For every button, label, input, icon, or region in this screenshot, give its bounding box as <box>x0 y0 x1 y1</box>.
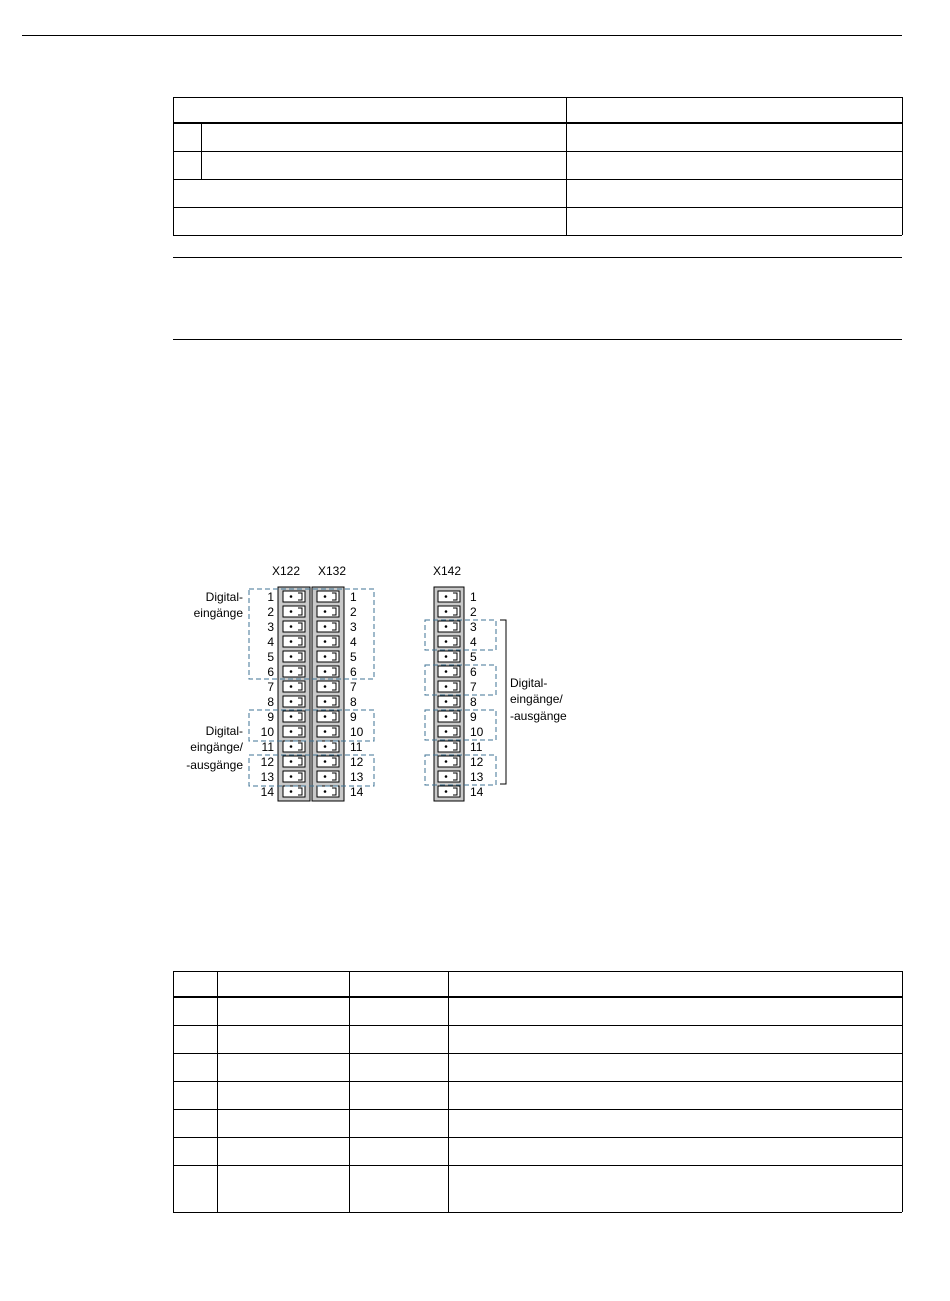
x122-pin-number-11: 11 <box>261 740 274 754</box>
x122-pin-number-4: 4 <box>267 635 274 649</box>
label-digital-io-right-3: -ausgänge <box>510 709 567 723</box>
label-digital-io-left-1: Digital- <box>205 724 243 738</box>
x122-pin-3 <box>283 621 305 632</box>
x132-pin-number-7: 7 <box>350 680 357 694</box>
x132-pin-2 <box>317 606 339 617</box>
x142-pin-number-6: 6 <box>470 665 477 679</box>
x122-pin-7 <box>283 681 305 692</box>
x142-pin-9 <box>438 711 460 722</box>
x132-pin-number-8: 8 <box>350 695 357 709</box>
x122-pin-13 <box>283 771 305 782</box>
x122-pin-number-10: 10 <box>260 725 274 739</box>
x122-pin-8 <box>283 696 305 707</box>
x132-pin-8 <box>317 696 339 707</box>
x142-pin-12 <box>438 756 460 767</box>
x132-pin-7 <box>317 681 339 692</box>
x122-pin-11 <box>283 741 305 752</box>
x142-pin-10 <box>438 726 460 737</box>
connector-label-x122: X122 <box>272 564 301 578</box>
x122-pin-number-6: 6 <box>267 665 274 679</box>
x122-pin-number-2: 2 <box>267 605 274 619</box>
x132-pin-6 <box>317 666 339 677</box>
x142-pin-13 <box>438 771 460 782</box>
x132-pin-11 <box>317 741 339 752</box>
x122-pin-4 <box>283 636 305 647</box>
x142-pin-14 <box>438 786 460 797</box>
x132-pin-number-10: 10 <box>350 725 364 739</box>
x142-pin-number-13: 13 <box>470 770 484 784</box>
x142-pin-number-4: 4 <box>470 635 477 649</box>
x142-pin-number-10: 10 <box>470 725 484 739</box>
x132-pin-12 <box>317 756 339 767</box>
x142-pin-number-3: 3 <box>470 620 477 634</box>
x132-pin-number-12: 12 <box>350 755 364 769</box>
terminal-block-x122 <box>278 587 310 801</box>
x132-pin-number-5: 5 <box>350 650 357 664</box>
x142-pin-5 <box>438 651 460 662</box>
x132-pin-3 <box>317 621 339 632</box>
x142-pin-3 <box>438 621 460 632</box>
terminal-diagram <box>170 555 600 815</box>
x142-pin-number-9: 9 <box>470 710 477 724</box>
x132-pin-number-4: 4 <box>350 635 357 649</box>
x122-pin-14 <box>283 786 305 797</box>
note-top-rule <box>173 257 902 258</box>
x122-pin-1 <box>283 591 305 602</box>
x132-pin-number-9: 9 <box>350 710 357 724</box>
x122-pin-12 <box>283 756 305 767</box>
label-digital-inputs-1: Digital- <box>205 590 243 604</box>
x122-pin-number-3: 3 <box>267 620 274 634</box>
x122-pin-2 <box>283 606 305 617</box>
x122-pin-6 <box>283 666 305 677</box>
x132-pin-4 <box>317 636 339 647</box>
connector-label-x142: X142 <box>433 564 462 578</box>
x142-pin-number-8: 8 <box>470 695 477 709</box>
x142-pin-number-12: 12 <box>470 755 484 769</box>
x142-pin-number-7: 7 <box>470 680 477 694</box>
x132-pin-13 <box>317 771 339 782</box>
x122-pin-number-7: 7 <box>267 680 274 694</box>
x142-pin-number-14: 14 <box>470 785 484 799</box>
x132-pin-1 <box>317 591 339 602</box>
label-digital-io-left-2: eingänge/ <box>190 740 243 754</box>
x132-pin-10 <box>317 726 339 737</box>
x132-pin-number-3: 3 <box>350 620 357 634</box>
x132-pin-number-11: 11 <box>350 740 363 754</box>
x142-pin-7 <box>438 681 460 692</box>
x122-pin-number-1: 1 <box>267 590 274 604</box>
x122-pin-number-14: 14 <box>260 785 274 799</box>
x132-pin-9 <box>317 711 339 722</box>
x142-pin-8 <box>438 696 460 707</box>
x122-pin-number-13: 13 <box>260 770 274 784</box>
x142-pin-number-5: 5 <box>470 650 477 664</box>
x122-pin-9 <box>283 711 305 722</box>
x142-pin-2 <box>438 606 460 617</box>
connector-label-x132: X132 <box>318 564 347 578</box>
note-bottom-rule <box>173 339 902 340</box>
x122-pin-10 <box>283 726 305 737</box>
label-digital-io-right-2: eingänge/ <box>510 692 563 706</box>
x122-pin-number-5: 5 <box>267 650 274 664</box>
x132-pin-number-14: 14 <box>350 785 364 799</box>
x142-pin-11 <box>438 741 460 752</box>
x122-pin-number-8: 8 <box>267 695 274 709</box>
label-digital-io-left-3: -ausgänge <box>186 758 243 772</box>
x132-pin-number-13: 13 <box>350 770 364 784</box>
x142-pin-6 <box>438 666 460 677</box>
x142-pin-1 <box>438 591 460 602</box>
x122-pin-number-12: 12 <box>260 755 274 769</box>
x142-bracket <box>500 620 506 784</box>
x132-pin-number-1: 1 <box>350 590 357 604</box>
x132-pin-5 <box>317 651 339 662</box>
x132-pin-number-2: 2 <box>350 605 357 619</box>
x132-pin-number-6: 6 <box>350 665 357 679</box>
label-digital-io-right-1: Digital- <box>510 676 548 690</box>
page-header-rule <box>22 35 902 36</box>
x142-pin-number-1: 1 <box>470 590 477 604</box>
x122-pin-5 <box>283 651 305 662</box>
x132-pin-14 <box>317 786 339 797</box>
x142-pin-number-11: 11 <box>470 740 483 754</box>
terminal-block-x132 <box>312 587 344 801</box>
x122-pin-number-9: 9 <box>267 710 274 724</box>
label-digital-inputs-2: eingänge <box>193 606 243 620</box>
terminal-block-x142 <box>434 587 464 801</box>
x142-pin-4 <box>438 636 460 647</box>
x142-pin-number-2: 2 <box>470 605 477 619</box>
